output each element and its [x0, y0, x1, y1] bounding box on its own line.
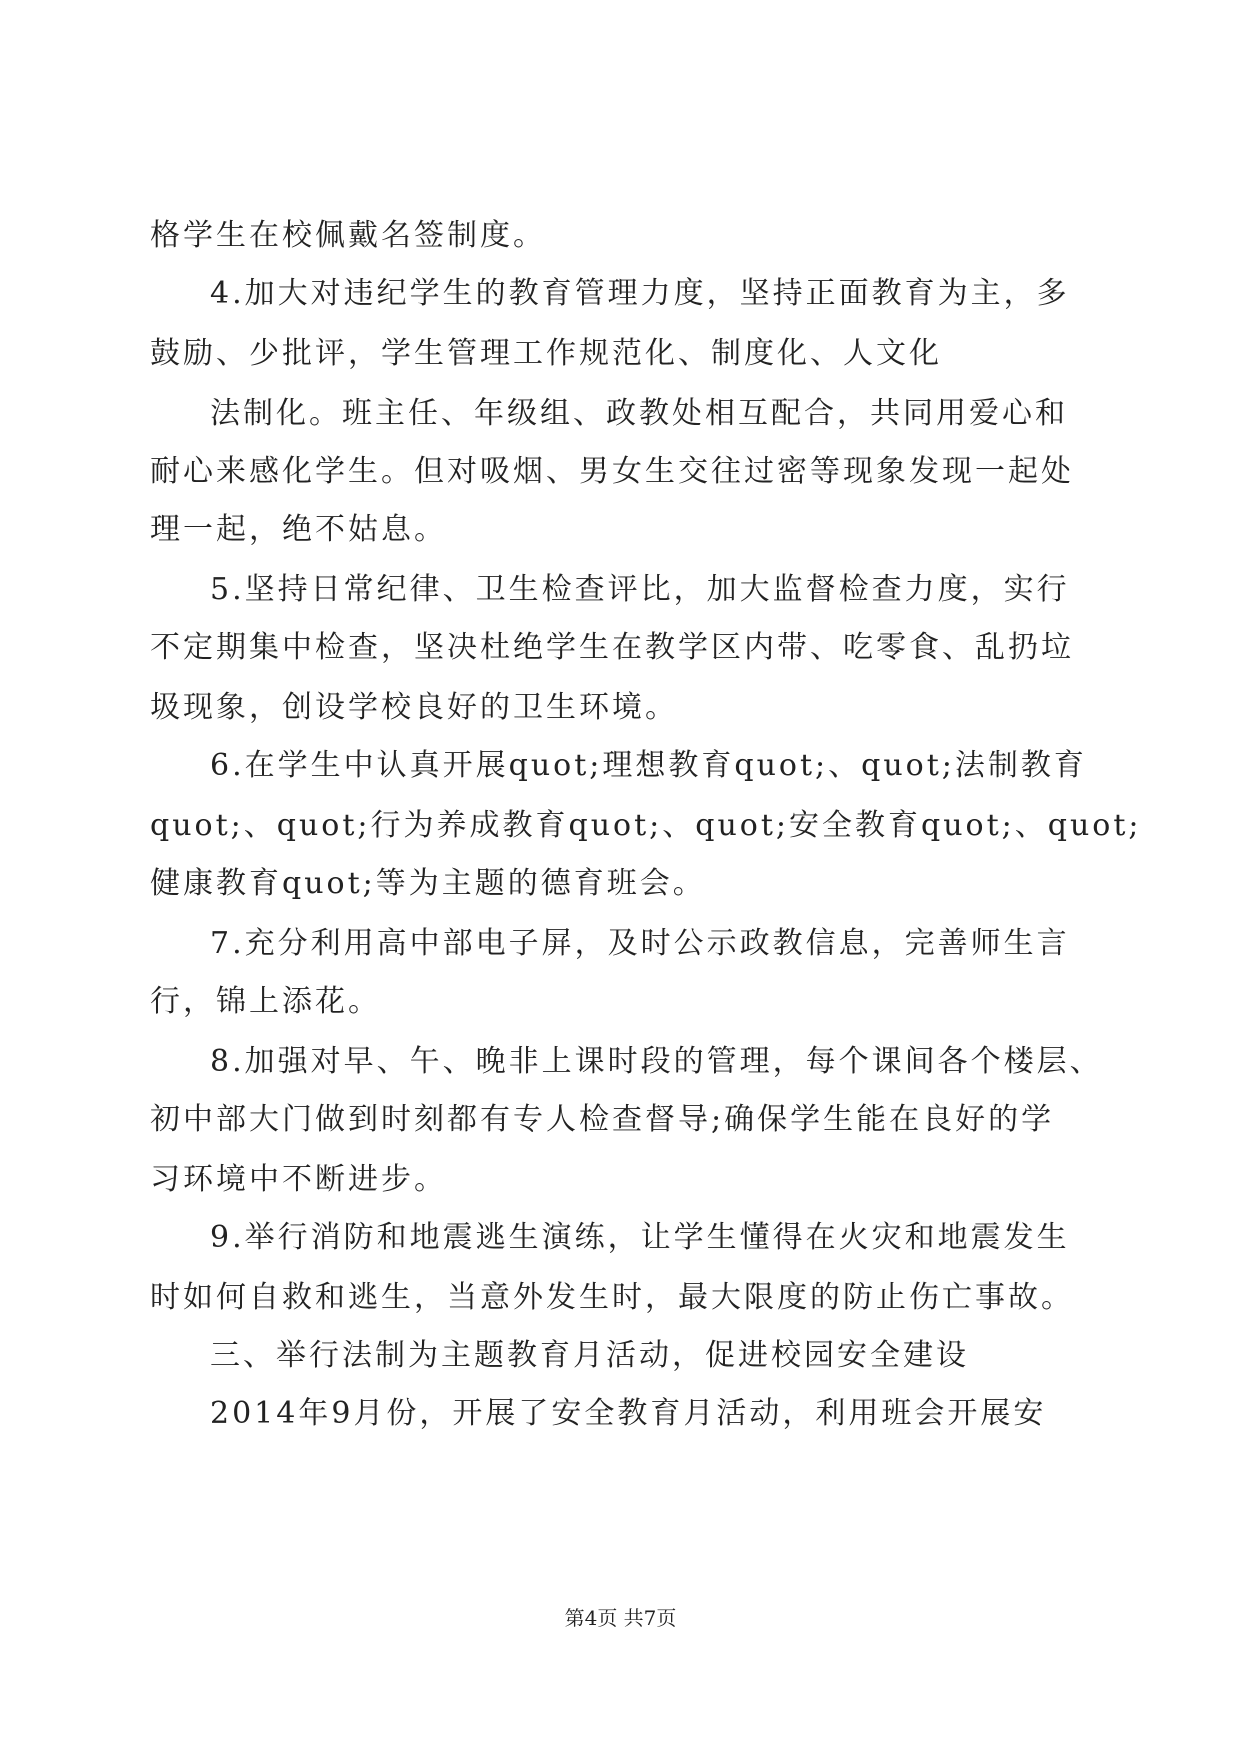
text-line: 习环境中不断进步。	[150, 1162, 447, 1197]
text-line: 6.在学生中认真开展quot;理想教育quot;、quot;法制教育	[210, 748, 1087, 783]
text-line: 法制化。班主任、年级组、政教处相互配合，共同用爱心和	[210, 396, 1068, 431]
text-line: 耐心来感化学生。但对吸烟、男女生交往过密等现象发现一起处	[150, 454, 1074, 489]
text-line: 9.举行消防和地震逃生演练，让学生懂得在火灾和地震发生	[210, 1220, 1070, 1255]
text-line: 行，锦上添花。	[150, 984, 381, 1019]
text-line: 5.坚持日常纪律、卫生检查评比，加大监督检查力度，实行	[210, 572, 1070, 607]
text-line: 不定期集中检查，坚决杜绝学生在教学区内带、吃零食、乱扔垃	[150, 630, 1074, 665]
text-line: 格学生在校佩戴名签制度。	[150, 218, 546, 253]
text-line: 圾现象，创设学校良好的卫生环境。	[150, 690, 678, 725]
text-line: 理一起，绝不姑息。	[150, 512, 447, 547]
text-line: 初中部大门做到时刻都有专人检查督导;确保学生能在良好的学	[150, 1102, 1055, 1137]
section-heading: 三、举行法制为主题教育月活动，促进校园安全建设	[210, 1338, 969, 1373]
text-line: 时如何自救和逃生，当意外发生时，最大限度的防止伤亡事故。	[150, 1280, 1074, 1315]
text-line: 8.加强对早、午、晚非上课时段的管理，每个课间各个楼层、	[210, 1044, 1103, 1079]
text-line: quot;、quot;行为养成教育quot;、quot;安全教育quot;、quot;	[150, 808, 1142, 843]
text-line: 4.加大对违纪学生的教育管理力度，坚持正面教育为主，多	[210, 276, 1070, 311]
page-footer: 第4页 共7页	[564, 1606, 677, 1630]
text-line: 7.充分利用高中部电子屏，及时公示政教信息，完善师生言	[210, 926, 1070, 961]
text-line: 健康教育quot;等为主题的德育班会。	[150, 866, 706, 901]
text-line: 鼓励、少批评，学生管理工作规范化、制度化、人文化	[150, 336, 942, 371]
text-line: 2014年9月份，开展了安全教育月活动，利用班会开展安	[210, 1396, 1047, 1431]
